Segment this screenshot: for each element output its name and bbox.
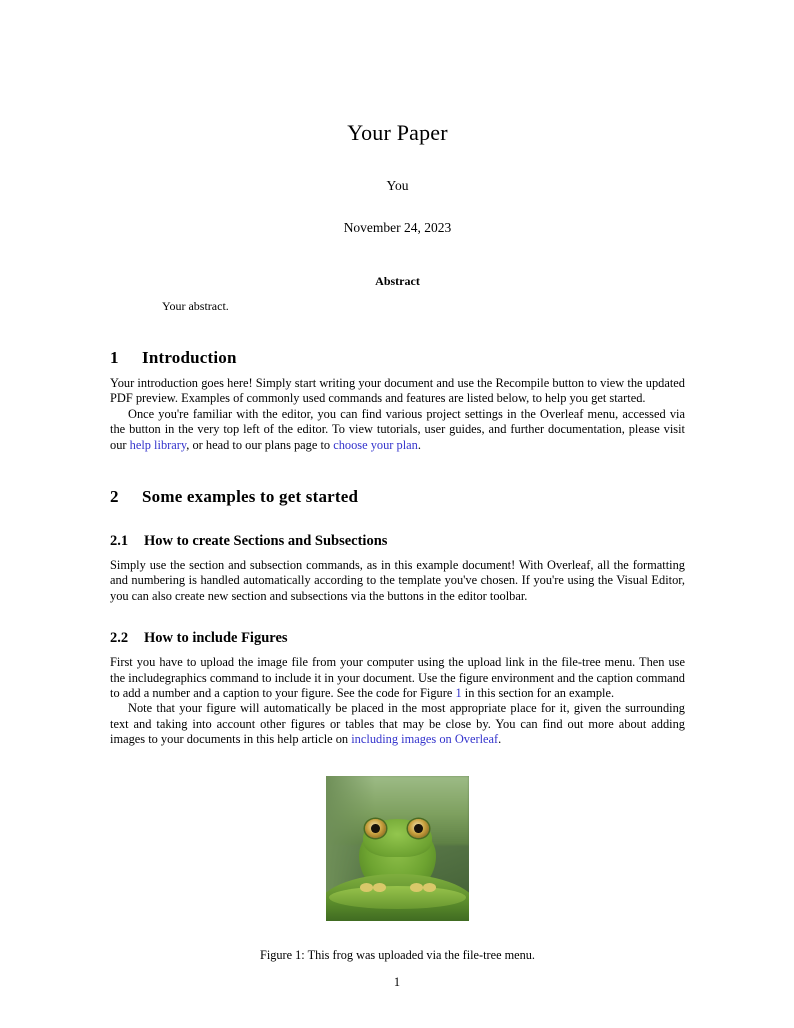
figure-caption: Figure 1: This frog was uploaded via the file-tree menu.: [259, 947, 535, 962]
paragraph-text: Once you're familiar with the editor, you can find various project settings in the Overleaf menu, accessed via the button in the very top left of the editor. To view tutorials, user guides, and further documentation, please visit our: [110, 406, 685, 452]
paragraph: [110, 701, 685, 747]
frog-pupil-right: [414, 824, 422, 833]
document-author: You: [386, 178, 409, 193]
paragraph-text: .: [417, 437, 421, 452]
document-date: November 24, 2023: [343, 220, 452, 235]
leaf-highlight: [329, 886, 466, 909]
paragraph-text: Note that your figure will automatically be placed in the most appropriate place for it, given the surrounding text and taking into account other figures or tables that may be close by. You can find out more about adding images to your documents in this help article on: [110, 701, 685, 747]
paragraph-text: in this section for an example.: [461, 686, 615, 701]
frog-image: [326, 776, 469, 921]
document-body: [110, 0, 685, 963]
abstract-heading: Abstract: [375, 274, 420, 288]
section-heading-introduction: [110, 348, 685, 368]
frog-toe: [360, 883, 373, 892]
subsection-number: 2.2: [110, 630, 129, 647]
link-figure-reference[interactable]: 1: [455, 686, 462, 701]
section-heading-examples: [110, 487, 685, 507]
frog-toe: [373, 883, 386, 892]
link-including-images-on-overleaf[interactable]: including images on Overleaf: [351, 732, 499, 747]
section-number: 2: [110, 487, 119, 507]
page-number: 1: [393, 975, 401, 989]
frog-eye-left: [365, 819, 386, 838]
section-title: Introduction: [142, 348, 237, 367]
subsection-number: 2.1: [110, 533, 129, 550]
section-title: Some examples to get started: [142, 487, 359, 507]
subsection-title: How to create Sections and Subsections: [144, 533, 388, 550]
paragraph: [110, 407, 685, 453]
subsection-heading-figures: [110, 630, 685, 647]
paragraph: Your introduction goes here! Simply start writing your document and use the Recompile button to view the updated PDF preview. Examples of commonly used commands and features are listed below, to help you get started.: [110, 376, 685, 406]
frog-toe: [423, 883, 436, 892]
link-help-library[interactable]: help library: [129, 437, 187, 452]
frog-pupil-left: [371, 824, 379, 833]
paragraph-text: , or head to our plans page to: [186, 437, 334, 452]
figure-block: [110, 776, 685, 963]
paragraph-text: First you have to upload the image file from your computer using the upload link in the file-tree menu. Then use the includegraphics command to include it in your document. Use the figure environment and the caption command to add a number and a caption to your figure. See the code for Figure: [110, 655, 685, 701]
section-number: 1: [110, 348, 119, 367]
frog-toe: [410, 883, 423, 892]
paragraph: [110, 655, 685, 701]
link-choose-your-plan[interactable]: choose your plan: [333, 437, 418, 452]
frog-eye-right: [408, 819, 429, 838]
subsection-title: How to include Figures: [144, 630, 288, 647]
abstract-body: Your abstract.: [162, 299, 229, 313]
page-title: Your Paper: [347, 120, 448, 145]
paragraph-text: .: [498, 732, 502, 747]
subsection-heading-sections: [110, 533, 685, 550]
paragraph: Simply use the section and subsection commands, as in this example document! With Overleaf, all the formatting and numbering is handled automatically according to the template you've chosen. If you're using the Visual Editor, you can also create new section and subsections via the buttons in the editor toolbar.: [110, 558, 685, 603]
